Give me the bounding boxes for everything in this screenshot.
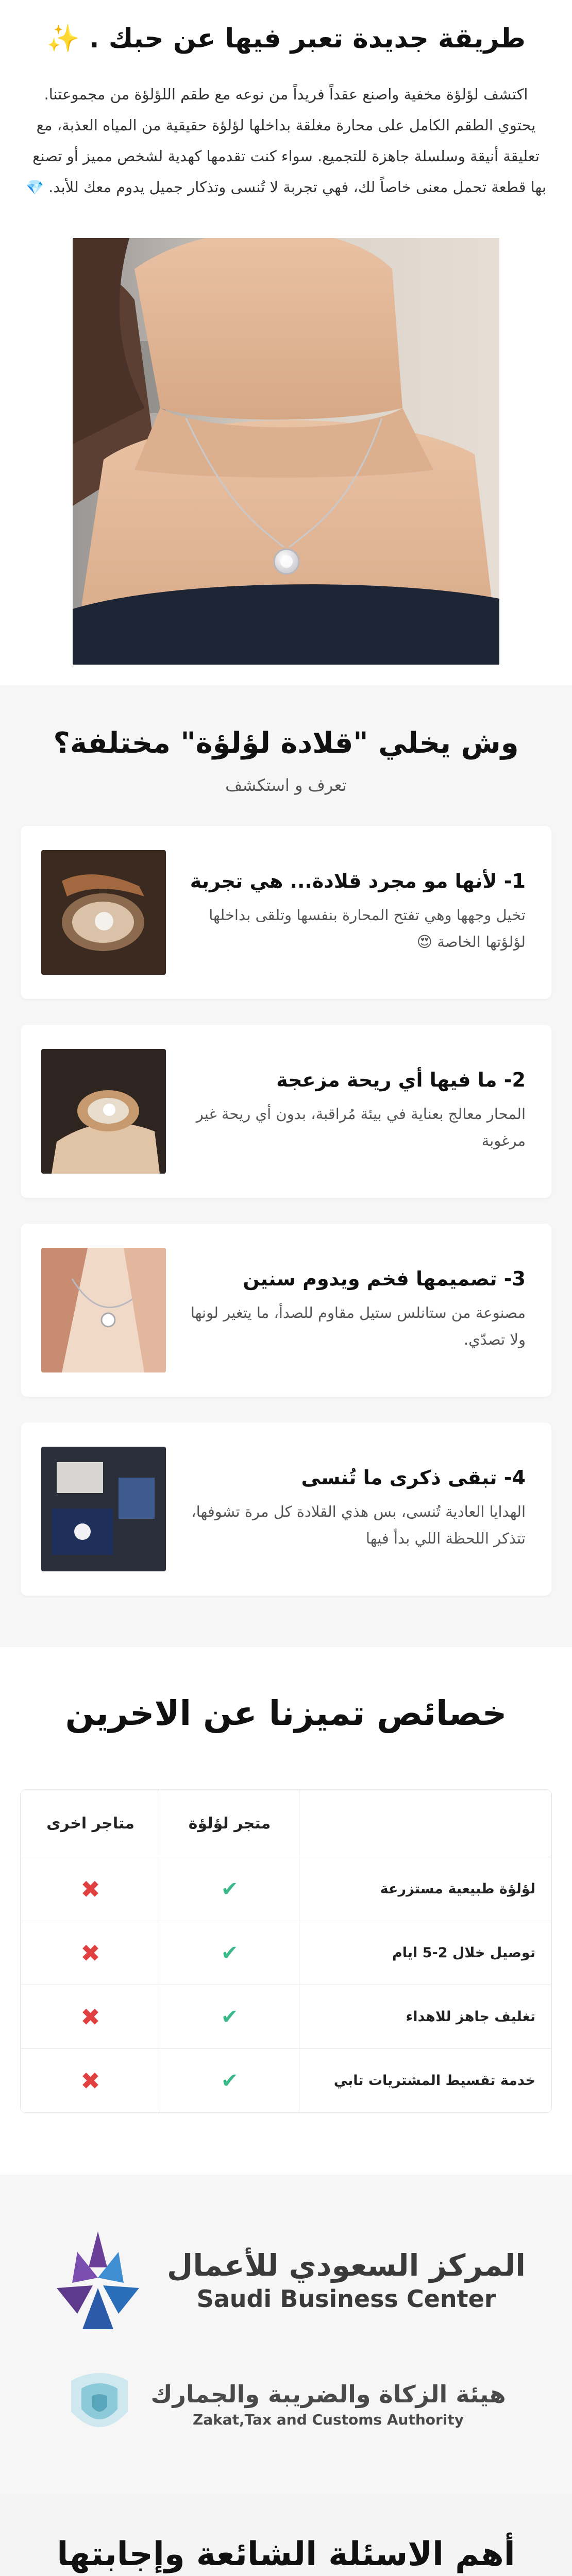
x-icon: ✖: [80, 1939, 100, 1967]
reason-card-text: [166, 1069, 526, 1154]
gift-box-image: [41, 1447, 166, 1571]
sbc-name-en: Saudi Business Center: [196, 2285, 496, 2313]
intro-title-row: [21, 23, 551, 54]
features-ours-cell: [160, 1985, 299, 2049]
features-title: خصائص تميزنا عن الاخرين: [65, 1693, 507, 1733]
intro-body-wrap: [21, 79, 551, 203]
product-photo-illustration: [73, 238, 499, 665]
sbc-name-ar: المركز السعودي للأعمال: [167, 2248, 526, 2283]
features-row: [21, 1985, 551, 2049]
necklace-wearing-image: [41, 1248, 166, 1372]
zatca-emblem-icon: [66, 2365, 133, 2443]
features-row-label: لؤلؤة طبيعية مستزرعة: [299, 1857, 551, 1921]
faq-title: أهم الاسئلة الشائعة وإجابتها: [57, 2535, 515, 2573]
features-row-label: تغليف جاهز للاهداء: [299, 1985, 551, 2049]
reason-card-title: 2- ما فيها أي ريحة مزعجة: [276, 1069, 526, 1091]
faq-section: [0, 2494, 572, 2576]
x-icon: ✖: [80, 2066, 100, 2095]
reason-card-desc: المحار معالج بعناية في بيئة مُراقبة، بدون أي ريحة غير مرغوبة: [196, 1105, 526, 1149]
reason-card-desc: مصنوعة من ستانلس ستيل مقاوم للصدأ، ما يتغير لونها ولا تصدّي.: [190, 1304, 526, 1348]
zatca-name-ar: هيئة الزكاة والضريبة والجمارك: [150, 2380, 506, 2408]
features-col-others: متاجر اخرى: [21, 1790, 160, 1857]
reason-card: [21, 1025, 551, 1198]
sbc-logo-text: [167, 2248, 526, 2313]
reason-card-text: [166, 870, 526, 955]
reason-card: [21, 1422, 551, 1596]
features-header-blank: [299, 1790, 551, 1857]
features-header-row: [21, 1790, 551, 1857]
x-icon: ✖: [80, 1875, 100, 1903]
reason-card-text: [166, 1466, 526, 1552]
reason-card-title: 4- تبقى ذكرى ما تُنسى: [301, 1466, 526, 1489]
reason-card: [21, 1224, 551, 1397]
features-ours-cell: [160, 1921, 299, 1985]
sparkle-icon: ✨: [46, 23, 80, 54]
features-others-cell: [21, 2049, 160, 2113]
reason-card-desc: الهدايا العادية تُنسى، بس هذي القلادة كل مرة تشوفها، تتذكر اللحظة اللي بدأ فيها: [191, 1503, 526, 1547]
features-row-label: خدمة تقسيط المشتريات تابي: [299, 2049, 551, 2113]
features-row: [21, 2049, 551, 2113]
features-ours-cell: [160, 1857, 299, 1921]
reason-card-desc: تخيل وجهها وهي تفتح المحارة بنفسها وتلقى بداخلها لؤلؤتها الخاصة 😍: [209, 906, 526, 951]
check-icon: ✔: [221, 1877, 239, 1901]
oyster-pearl-image: [41, 850, 166, 975]
features-row: [21, 1857, 551, 1921]
why-subtitle: تعرف و استكشف: [225, 775, 347, 795]
check-icon: ✔: [221, 2069, 239, 2093]
opening-oyster-image: [41, 1049, 166, 1174]
logos-section: [0, 2175, 572, 2494]
check-icon: ✔: [221, 2005, 239, 2029]
intro-title: طريقة جديدة تعبر فيها عن حبك .: [89, 23, 526, 54]
features-table: [21, 1790, 551, 2113]
features-others-cell: [21, 1921, 160, 1985]
reason-card-image: [41, 1447, 166, 1571]
zatca-logo: [21, 2365, 551, 2443]
features-others-cell: [21, 1857, 160, 1921]
reason-card-image: [41, 1049, 166, 1174]
reason-card-image: [41, 850, 166, 975]
why-section: [0, 685, 572, 1647]
intro-body: اكتشف لؤلؤة مخفية واصنع عقداً فريداً من نوعه مع طقم اللؤلؤة من مجموعتنا. يحتوي الطقم الكامل على محارة مغلقة بداخلها لؤلؤة حقيقية من المياه العذبة، مع تعليقة أنيقة وسلسلة جاهزة للتجميع. سواء كنت تقدمها كهدية لشخص مميز أو تصنع بها قطعة تحمل معنى خاصاً لك، فهي تجربة لا تُنسى وتذكار جميل يدوم معك للأبد.: [32, 86, 546, 196]
reason-card-image: [41, 1248, 166, 1372]
features-others-cell: [21, 1985, 160, 2049]
features-col-ours: متجر لؤلؤة: [160, 1790, 299, 1857]
features-ours-cell: [160, 2049, 299, 2113]
product-photo: [73, 238, 499, 665]
features-row: [21, 1921, 551, 1985]
zatca-logo-text: [150, 2380, 506, 2428]
reason-card: [21, 826, 551, 999]
sbc-logo: [21, 2231, 551, 2329]
why-title: وش يخلي "قلادة لؤلؤة" مختلفة؟: [53, 726, 519, 760]
sbc-emblem-icon: [46, 2231, 149, 2329]
diamond-icon: 💎: [26, 179, 44, 196]
reason-card-text: [166, 1267, 526, 1353]
reason-card-title: 3- تصميمها فخم ويدوم سنين: [243, 1267, 526, 1290]
zatca-name-en: Zakat,Tax and Customs Authority: [192, 2411, 464, 2428]
x-icon: ✖: [80, 2003, 100, 2031]
check-icon: ✔: [221, 1941, 239, 1965]
features-row-label: توصيل خلال 2-5 ايام: [299, 1921, 551, 1985]
intro-section: [0, 0, 572, 685]
features-section: [0, 1647, 572, 2175]
reason-card-title: 1- لأنها مو مجرد قلادة... هي تجربة: [190, 870, 526, 892]
